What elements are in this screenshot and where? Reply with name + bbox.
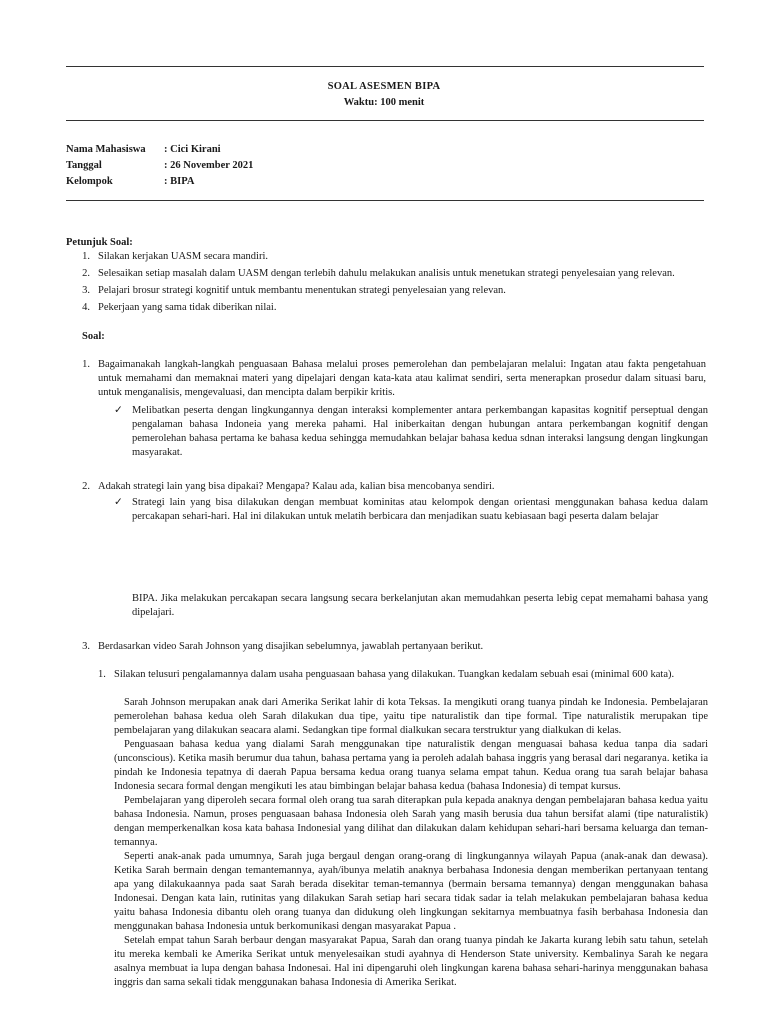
answer-text: Strategi lain yang bisa dilakukan dengan membuat kominitas atau kelompok dengan orientasi menggunakan bahasa kedua dalam percakapan sehari-hari. Hal ini dilakukan untuk melatih berbicara dan menjadikan suatu kebiasaan bagi peserta dalam belajar [132,497,708,522]
header-rule [66,120,704,121]
exam-duration: Waktu: 100 menit [343,97,425,108]
question-number: 2. [82,481,90,492]
item-number: 3. [82,285,90,296]
essay [114,696,708,990]
question-1 [66,358,706,400]
answer-1 [114,404,708,460]
essay-paragraph: Seperti anak-anak pada umumnya, Sarah juga bergaul dengan orang-orang di lingkungannya wilayah Papua (anak-anak dan dewasa). Ketika Sarah bermain dengan temantemannya, ayah/ibunya melatih anaknya berbahasa Indonesia dengan memberikan pertanyaan tentang apa yang dilakukaannya pada saat Sarah berada disekitar teman-temannya (bermain bersama temannya) dengan menggunakan bahasa Indonesai. Dengan kata lain, rutinitas yang dilakukan Sarah setiap hari secara tidak sadar ia telah melakukan pembelajaran bahasa kedua yaitu bahasa Indonesia dibantu oleh orang tuanya dan didukung oleh lingkungan sekitarnya membuatnya fasih berbahasa Indonesia dan menggunakan bahasa Indonesia untuk berkomunikasi dengan masyarakat Papua . [114,851,708,932]
question-number: 3. [82,641,90,652]
item-number: 4. [82,302,90,313]
essay-paragraph: Setelah empat tahun Sarah berbaur dengan masyarakat Papua, Sarah dan orang tuanya pindah ke Jakarta kurang lebih satu tahun, setelah itu mereka kembali ke Amerika Serikat untuk menyelesaikan studi ayahnya di Henderson State university. Kembalinya Sarah ke negara asalnya membuat ia lupa dengan bahasa Indonesai. Hal ini dipengaruhi oleh lingkungan karena bahasa sehari-harinya menggunakan bahasa inggris dan sama sekali tidak menggunakan bahasa Indonesia di Amerika Serikat. [114,935,708,988]
info-value: : Cici Kirani [164,144,221,155]
document-title: SOAL ASESMEN BIPA [327,81,441,92]
top-rule [66,66,704,67]
info-label: Kelompok [66,176,113,187]
essay-paragraph: Pembelajaran yang diperoleh secara formal oleh orang tua sarah diterapkan pula kepada anaknya dengan pembelajaran bahasa kedua yaitu bahasa Indonesia. Namun, proses penguasaan bahasa Indonesia oleh Sarah yang masih berusia dua tahun bersifat alami (tipe naturalistik) dengan memperkenalkan kosa kata bahasa Indonesial yang dilihat dan dilakukan dalam kehidupan sehari-hari bersama keluarga dan teman-temannya. [114,795,708,848]
question-2 [66,480,706,494]
item-text: Silakan kerjakan UASM secara mandiri. [98,251,268,262]
answer-text: Melibatkan peserta dengan lingkungannya dengan interaksi komplementer antara perkembangan kapasitas kognitif perseptual dengan pengalaman bahasa Indoneia yang mereka pahami. Hal iniberkaitan dengan hubungan antara perkembangan kognitif dengan pemerolehan bahasa pertama ke bahasa kedua sehingga memudahkan belajar bahasa kedua sdnan interaksi langsung dengan lingkungan masyarakat. [132,405,708,458]
info-value: : BIPA [164,176,195,187]
list-item [66,250,706,267]
soal-heading: Soal: [82,331,105,342]
question-text: Adakah strategi lain yang bisa dipakai? Mengapa? Kalau ada, kalian bisa mencobanya sendiri. [98,481,495,492]
item-text: Pelajari brosur strategi kognitif untuk membantu menentukan strategi penyelesaian yang relevan. [98,285,506,296]
item-number: 1. [82,251,90,262]
question-text: Bagaimanakah langkah-langkah penguasaan Bahasa melalui proses pemerolehan dan pembelajaran melalui: Ingatan atau fakta pengetahuan untuk memahami dan memaknai materi yang dipelajari dengan kata-kata atau kalimat sendiri, serta menerapkan prosedur dalam situasi baru, untuk menganalisis, mengevaluasi, dan mencipta dalam berpikir kritis. [98,359,706,398]
list-item [66,301,706,318]
question-number: 1. [82,359,90,370]
info-row-name [66,143,253,159]
info-value: : 26 November 2021 [164,160,254,171]
question-text: Berdasarkan video Sarah Johnson yang disajikan sebelumnya, jawablah pertanyaan berikut. [98,641,484,652]
sub-question-number: 1. [98,669,106,680]
answer-2 [114,496,708,524]
sub-question-text: Silakan telusuri pengalamannya dalam usaha penguasaan bahasa yang dilakukan. Tuangkan kedalam sebuah esai (minimal 600 kata). [114,669,675,680]
list-item [66,284,706,301]
info-label: Tanggal [66,160,102,171]
info-label: Nama Mahasiswa [66,144,146,155]
info-row-date [66,159,253,175]
item-number: 2. [82,268,90,279]
instructions-list [66,250,706,318]
instructions-heading: Petunjuk Soal: [66,237,133,248]
answer-2-continuation: BIPA. Jika melakukan percakapan secara langsung secara berkelanjutan akan memudahkan peserta lebig cepat memahami bahasa yang dipelajari. [132,593,708,618]
item-text: Pekerjaan yang sama tidak diberikan nilai. [98,302,277,313]
question-3-sub-1 [98,668,708,682]
info-rule [66,200,704,201]
item-text: Selesaikan setiap masalah dalam UASM dengan terlebih dahulu melakukan analisis untuk menetukan strategi penyelesaian yang relevan. [98,268,675,279]
checkmark-icon: ✓ [114,405,123,416]
essay-paragraph: Penguasaan bahasa kedua yang dialami Sarah menggunakan tipe naturalistik dengan menguasai bahasa kedua tanpa dia sadari (unconscious). Ketika masih berumur dua tahun, bahasa pertama yang ia peroleh adalah bahasa inggris yang berasal dari negaranya. ketika ia pindah ke Indonesia tepatnya di daerah Papua bersama kedua orang tuanya selama empat tahun. Kedua orang tua sarah belajar bahasa Indonesia secara formal dengan mengikuti les atau bimbingan belajar bahasa kedua (bahasa Indonesia) di tempat kursus. [114,739,708,792]
student-info [66,143,253,191]
info-row-group [66,175,253,191]
checkmark-icon: ✓ [114,497,123,508]
question-3 [66,640,706,654]
essay-paragraph: Sarah Johnson merupakan anak dari Amerika Serikat lahir di kota Teksas. Ia mengikuti orang tuanya pindah ke Indonesia. Pembelajaran pemerolehan bahasa kedua oleh Sarah dilakukan dua tipe, yaitu tipe naturalistik dan tipe formal. Tipe naturalistik merupakan tipe pembelajaran yang dilakukan seacara alami. Sedangkan tipe formal dialkukan secara terstruktur yang dialkukan di kelas. [114,697,708,736]
list-item [66,267,706,284]
